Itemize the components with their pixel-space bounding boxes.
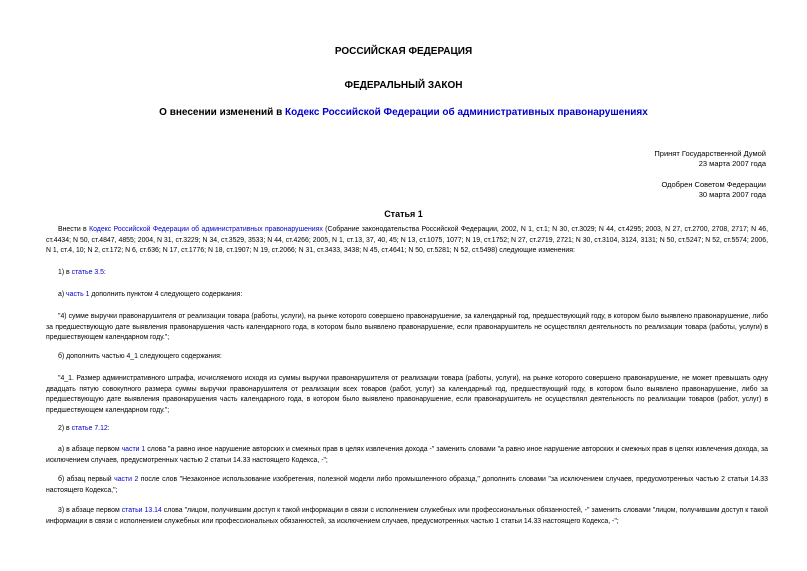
item-3-link[interactable]: статьи 13.14 — [121, 507, 162, 514]
item-1-suffix: : — [103, 269, 106, 276]
item-1-link[interactable]: статье 3.5 — [71, 269, 104, 276]
document-type-heading: ФЕДЕРАЛЬНЫЙ ЗАКОН — [344, 80, 463, 91]
item-1a-link[interactable]: часть 1 — [66, 291, 90, 298]
item-2a-link[interactable]: части 1 — [121, 446, 146, 453]
item-1a-prefix: а) — [58, 291, 67, 298]
item-2b-rest: после слов "Незаконное использование изобретения, полезной модели либо промышленного образца," дополнить словами "за исключением случаев, предусмотренных частью 2 статьи 14.33 настоящего Кодекса,"; — [46, 476, 768, 494]
item-1a-rest: дополнить пунктом 4 следующего содержания: — [89, 291, 243, 298]
law-title — [0, 106, 807, 119]
item-1b: б) дополнить частью 4_1 следующего содержания: — [58, 353, 222, 360]
item-2a-rest: слова "а равно иное нарушение авторских и смежных прав в целях извлечения дохода -" заменить словами "а равно иное нарушение авторских и смежных прав в целях извлечения дохода, за исключением случаев, предусмотренных частью 2 статьи 14.33 настоящего Кодекса, -"; — [46, 446, 768, 464]
duma-adoption — [654, 149, 766, 169]
council-approval-date: 30 марта 2007 года — [698, 190, 766, 199]
item-2-suffix: : — [107, 425, 110, 432]
council-approval-line1: Одобрен Советом Федерации — [661, 180, 766, 189]
item-2a — [46, 445, 768, 466]
item-1-prefix: 1) в — [58, 269, 72, 276]
item-3-rest: слова "лицом, получившим доступ к такой информации в связи с исполнением служебных или профессиональных обязанностей, -" заменить словами "лицом, получившим доступ к такой информации в связи с исполнением служебных или профессиональных обязанностей, за исключением случаев, предусмотренных частью 1 статьи 14.33 настоящего Кодекса, -"; — [46, 507, 768, 525]
duma-adoption-line1: Принят Государственной Думой — [654, 149, 766, 158]
duma-adoption-date: 23 марта 2007 года — [698, 159, 766, 168]
item-1a — [46, 290, 768, 301]
council-approval — [661, 180, 766, 200]
article-heading: Статья 1 — [384, 209, 423, 219]
item-2a-prefix: а) в абзаце первом — [58, 446, 122, 453]
quote-point-4: "4) сумме выручки правонарушителя от реализации товара (работы, услуги), на рынке которого совершено правонарушение, за календарный год, предшествующий году, в котором было выявлено правонарушение, либо за предшествующую дате выявления правонарушения часть календарного года, в котором было выявлено правонарушение, если правонарушитель не осуществлял деятельность по реализации товара (работы, услуги) в предшествующем календарном году."; — [46, 313, 768, 341]
item-3 — [46, 506, 768, 527]
law-title-prefix: О внесении изменений в — [159, 107, 286, 118]
quote-part-4-1: "4_1. Размер административного штрафа, исчисляемого исходя из суммы выручки правонарушителя от реализации товара (работы, услуги), на рынке которого совершено правонарушение, не может превышать одну двадцать пятую совокупного размера суммы выручки правонарушителя от реализации всех товаров (работ, услуг) за календарный год, предшествующий году, в котором было выявлено правонарушение, либо за предшествующую дате выявления правонарушения часть календарного года, в котором было выявлено правонарушение, если правонарушитель не осуществлял деятельность по реализации товаров (работ, услуг) в предшествующем календарном году."; — [46, 375, 768, 414]
item-2b-prefix: б) абзац первый — [58, 476, 115, 483]
item-3-prefix: 3) в абзаце первом — [58, 507, 122, 514]
item-2b — [46, 475, 768, 496]
country-heading: РОССИЙСКАЯ ФЕДЕРАЦИЯ — [334, 46, 473, 57]
item-2 — [46, 424, 768, 435]
item-1 — [46, 268, 768, 279]
item-2b-link[interactable]: части 2 — [114, 476, 139, 483]
intro-code-link[interactable]: Кодекс Российской Федерации об административных правонарушениях — [89, 226, 323, 233]
law-title-link[interactable]: Кодекс Российской Федерации об административных правонарушениях — [285, 107, 648, 118]
intro-rest: (Собрание законодательства Российской Федерации, 2002, N 1, ст.1; N 30, ст.3029; N 44, ст.4295; 2003, N 27, ст.2700, 2708, 2717; N 46, ст.4434; N 50, ст.4847, 4855; 2004, N 31, ст.3229; N 34, ст.3529, 3533; N 44, ст.4266; 2005, N 1, ст.13, 37, 40, 45; N 13, ст.1075, 1077; N 19, ст.1752; N 27, ст.2719, 2721; N 30, ст.3104, 3124, 3131; N 50, ст.5247; N 52, ст.5574; 2006, N 1, ст.4, 10; N 2, ст.172; N 6, ст.636; N 17, ст.1776; N 18, ст.1907; N 19, ст.2066; N 31, ст.3433, 3438; N 45, ст.4641; N 50, ст.5281; N 52, ст.5498) следующие изменения: — [46, 226, 769, 254]
item-2-link[interactable]: статье 7.12 — [71, 425, 108, 432]
intro-prefix: Внести в — [58, 226, 90, 233]
item-2-prefix: 2) в — [58, 425, 72, 432]
article-intro — [46, 225, 768, 257]
